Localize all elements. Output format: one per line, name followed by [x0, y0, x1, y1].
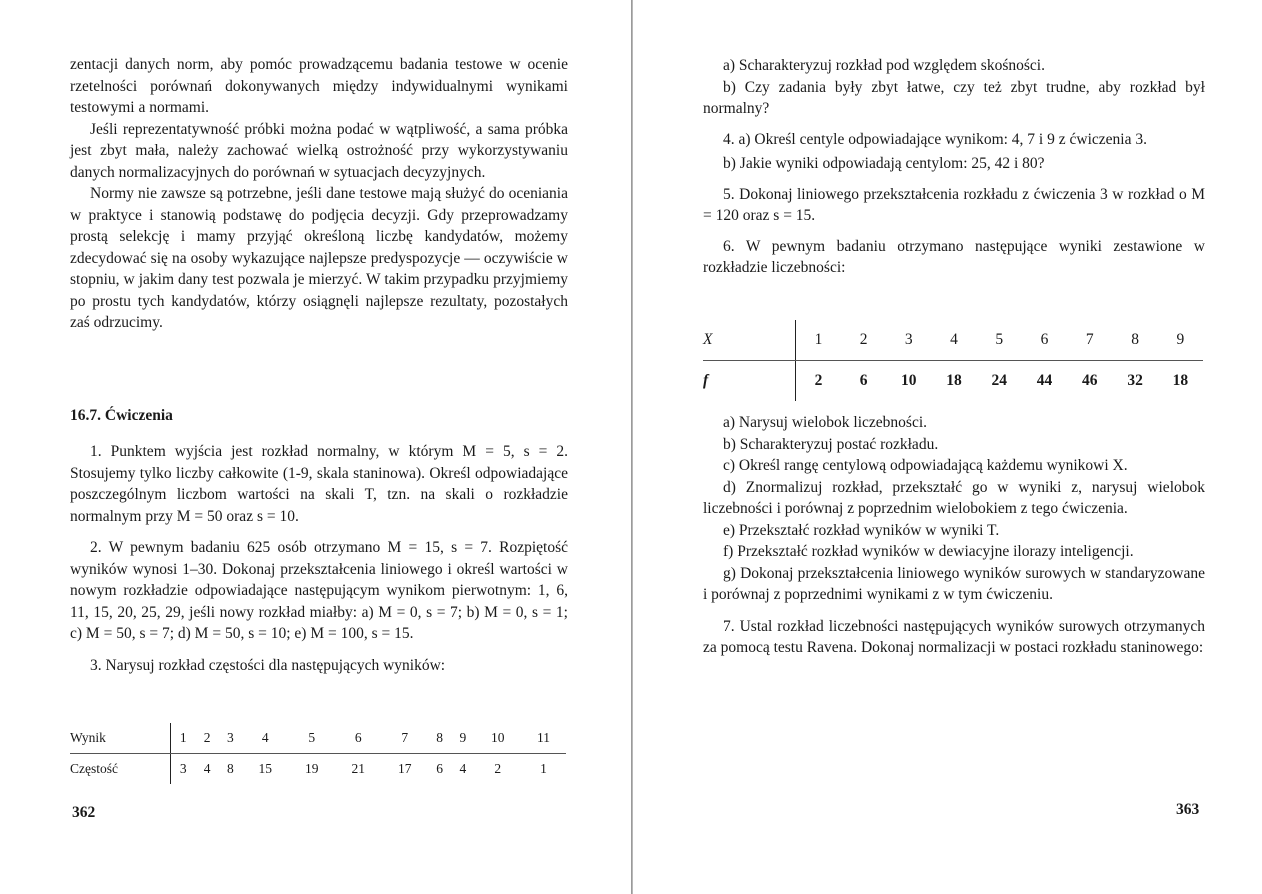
table-cell: 2 — [841, 320, 886, 361]
row-label-czestosc: Częstość — [70, 754, 171, 785]
right-bottom-items — [703, 412, 1205, 659]
page-number: 363 — [1176, 801, 1200, 818]
table-row — [70, 754, 566, 785]
exercise-6: 6. W pewnym badaniu otrzymano następujące wyniki zestawione w rozkładzie liczebności: — [703, 237, 1205, 276]
item-6b: b) Scharakteryzuj postać rozkładu. — [723, 435, 939, 453]
table-cell: 46 — [1082, 372, 1098, 389]
exercise-3: 3. Narysuj rozkład częstości dla następujących wyników: — [90, 656, 446, 674]
item-3a: a) Scharakteryzuj rozkład pod względem skośności. — [723, 57, 1045, 74]
item-6g: g) Dokonaj przekształcenia liniowego wyników surowych w standaryzowane i porównaj z poprzednimi wynikami z w tym ćwiczeniu. — [703, 564, 1205, 603]
exercise-1: 1. Punktem wyjścia jest rozkład normalny, w którym M = 5, s = 2. Stosujemy tylko liczby całkowite (1-9, skala staninowa). Określ odpowiadające poszczególnym liczbom wartości na skali T, tzn. na skali o rozkładzie normalnym przy M = 50 oraz s = 10. — [70, 443, 568, 525]
table-cell: 6 — [1022, 320, 1067, 361]
table-cell: 9 — [451, 723, 474, 754]
paragraph: zentacji danych norm, aby pomóc prowadzącemu badania testowe w ocenie rzetelności porównań dokonywanych między indywidualnymi wynikami testowymi a normami. — [70, 56, 568, 116]
left-intro-text — [70, 54, 568, 334]
table-cell: 4 — [931, 320, 976, 361]
left-page — [0, 0, 630, 894]
table-cell: 44 — [1036, 372, 1053, 389]
item-6f: f) Przekształć rozkład wyników w dewiacyjne ilorazy inteligencji. — [723, 543, 1134, 560]
row-label-wynik: Wynik — [70, 723, 171, 754]
table-cell: 3 — [179, 761, 187, 776]
item-6c: c) Określ rangę centylową odpowiadającą każdemu wynikowi X. — [723, 457, 1128, 474]
table-cell: 5 — [289, 723, 336, 754]
table-cell: 3 — [886, 320, 931, 361]
paragraph: Jeśli reprezentatywność próbki można podać w wątpliwość, a sama próbka jest zbyt mała, należy zachować wielką ostrożność przy wykorzystywaniu danych normalizacyjnych do porównań w sytuacjach decyzyjnych. — [70, 120, 568, 181]
table-cell: 18 — [1172, 372, 1189, 389]
table-cell: 4 — [203, 761, 211, 776]
table-row — [703, 361, 1203, 402]
table-cell: 7 — [1067, 320, 1112, 361]
item-6e: e) Przekształć rozkład wyników w wyniki T. — [723, 521, 1000, 539]
table-cell: 19 — [305, 761, 319, 776]
left-exercises — [70, 441, 568, 676]
table-cell: 18 — [946, 372, 962, 389]
table-cell: 11 — [521, 723, 566, 754]
table-cell: 10 — [475, 723, 522, 754]
paragraph: Normy nie zawsze są potrzebne, jeśli dane testowe mają służyć do oceniania w praktyce i stanowią podstawę do podjęcia decyzji. Gdy przeprowadzamy prostą selekcję i mamy przyjąć określoną liczbę kandydatów, możemy zdecydować się na osoby wykazujące najlepsze predyspozycje — oczywiście w stopniu, w jakim dany test pozwala je mierzyć. W takim przypadku przyjmiemy po prostu tych kandydatów, którzy osiągnęli najlepsze rezultaty, pozostałych zaś odrzucimy. — [70, 185, 568, 331]
table-cell: 9 — [1158, 320, 1203, 361]
x-f-frequency-table — [703, 320, 1203, 401]
table-cell: 5 — [977, 320, 1022, 361]
table-cell: 8 — [226, 761, 234, 776]
section-heading: 16.7. Ćwiczenia — [70, 407, 173, 424]
table-cell: 32 — [1127, 372, 1143, 389]
table-cell: 8 — [428, 723, 451, 754]
exercise-4b: b) Jakie wyniki odpowiadają centylom: 25, 42 i 80? — [723, 155, 1045, 172]
table-cell: 4 — [459, 761, 467, 776]
exercise-2: 2. W pewnym badaniu 625 osób otrzymano M = 15, s = 7. Rozpiętość wyników wynosi 1–30. Dokonaj przekształcenia liniowego i określ wartości w nowym rozkładzie odpowiadające następującym wynikom pierwotnym: 1, 6, 11, 15, 20, 25, 29, jeśli nowy rozkład miałby: a) M = 0, s = 7; b) M = 0, s = 1; c) M = 50, s = 7; d) M = 50, s = 10; e) M = 100, s = 15. — [70, 539, 568, 642]
table-cell: 6 — [335, 723, 382, 754]
table-cell: 7 — [382, 723, 429, 754]
table-cell: 2 — [195, 723, 218, 754]
table-cell: 4 — [242, 723, 289, 754]
table-cell: 2 — [814, 372, 823, 389]
exercise-4a: 4. a) Określ centyle odpowiadające wynikom: 4, 7 i 9 z ćwiczenia 3. — [723, 130, 1147, 148]
item-6d: d) Znormalizuj rozkład, przekształć go w wyniki z, narysuj wielobok liczebności i porównaj z poprzednim wielobokiem z tego ćwiczenia. — [703, 478, 1205, 517]
page-number: 362 — [72, 804, 96, 821]
table-cell: 1 — [171, 723, 196, 754]
table-cell: 3 — [219, 723, 242, 754]
table-cell: 2 — [494, 761, 502, 776]
table-cell: 15 — [258, 761, 272, 776]
table-cell: 6 — [436, 761, 444, 776]
table-row — [703, 320, 1203, 361]
item-3b: b) Czy zadania były zbyt łatwe, czy też zbyt trudne, aby rozkład był normalny? — [703, 78, 1205, 117]
exercise-5: 5. Dokonaj liniowego przekształcenia rozkładu z ćwiczenia 3 w rozkład o M = 120 oraz s = 15. — [703, 185, 1205, 224]
table-cell: 24 — [991, 372, 1008, 389]
row-label-f: f — [703, 361, 795, 402]
table-cell: 1 — [540, 761, 547, 776]
table-row — [70, 723, 566, 754]
table-cell: 10 — [900, 372, 917, 389]
row-label-x: X — [703, 320, 795, 361]
table-cell: 21 — [351, 761, 366, 776]
scores-frequency-table — [70, 723, 566, 784]
right-top-items — [703, 55, 1205, 279]
right-page — [632, 0, 1262, 894]
table-cell: 6 — [859, 372, 868, 389]
table-cell: 1 — [795, 320, 841, 361]
table-cell: 17 — [398, 761, 412, 776]
item-6a: a) Narysuj wielobok liczebności. — [723, 414, 928, 431]
exercise-7: 7. Ustal rozkład liczebności następujących wyników surowych otrzymanych za pomocą testu Ravena. Dokonaj normalizacji w postaci rozkładu staninowego: — [703, 617, 1205, 656]
table-cell: 8 — [1112, 320, 1157, 361]
